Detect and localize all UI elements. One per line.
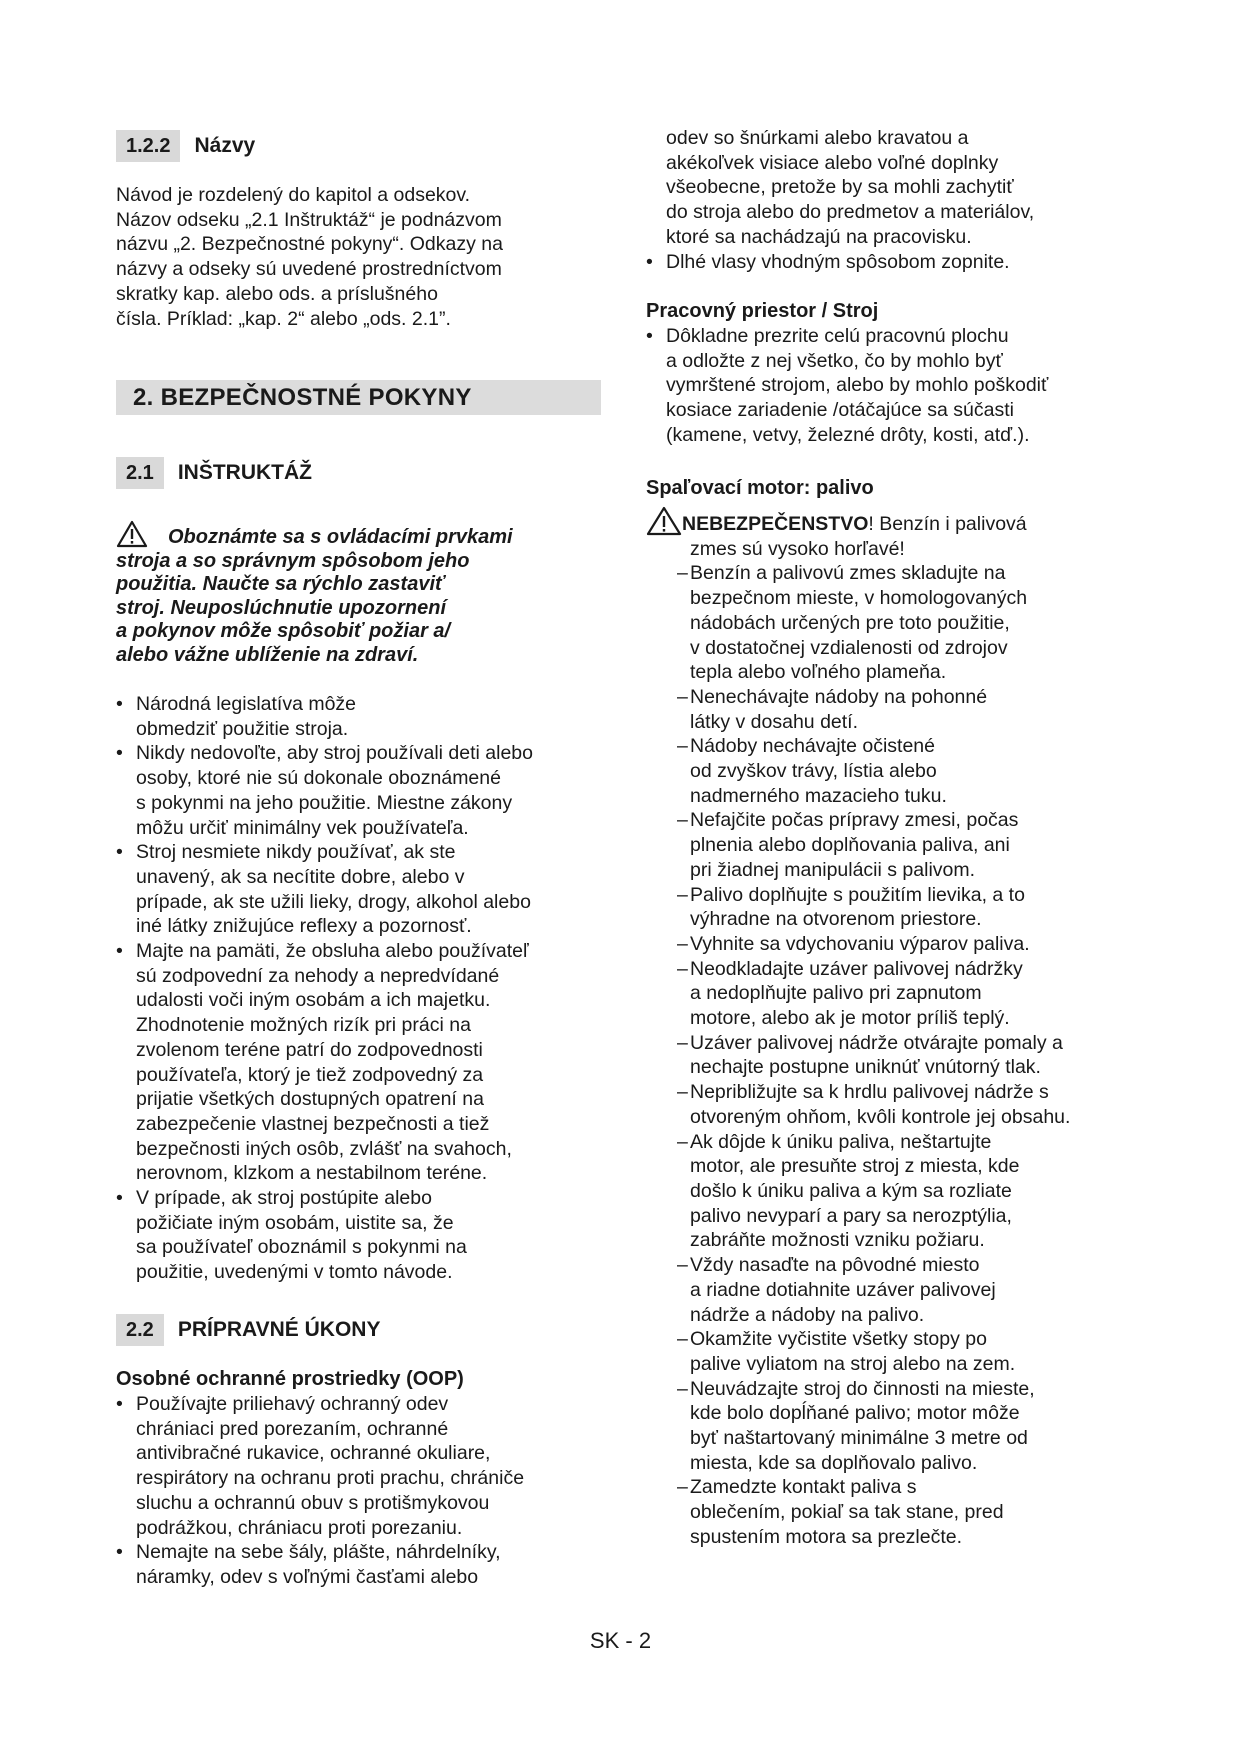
list-item: – Nefajčite počas prípravy zmesi, počas plnenia alebo doplňovania paliva, ani pri žiadnej manipulácii s palivom.	[677, 809, 1019, 881]
list-item: – Vyhnite sa vdychovaniu výparov paliva.	[677, 932, 1030, 955]
danger-triangle-icon	[646, 506, 682, 536]
text-line: Návod je rozdelený do kapitol a odsekov.	[116, 184, 471, 206]
section-2-1-heading	[116, 457, 312, 489]
intro-paragraph	[116, 183, 503, 331]
list-item: – Nádoby nechávajte očistené od zvyškov trávy, lístia alebo nadmerného mazacieho tuku.	[677, 735, 947, 807]
section-number: 1.2.2	[116, 130, 180, 162]
danger-text: ! Benzín i palivová	[868, 513, 1027, 535]
section-1-2-2-heading	[116, 130, 255, 162]
warning-line: stroj. Neuposlúchnutie upozornení	[116, 596, 446, 619]
list-item: • Majte na pamäti, že obsluha alebo používateľ sú zodpovední za nehody a nepredvídané udalosti voči iným osobám a ich majetku. Zhodnotenie možných rizík pri práci na zvolenom teréne patrí do zodpovednosti používateľa, ktorý je tiež zodpovedný za prijatie všetkých dostupných opatrení na zabezpečenie vlastnej bezpečnosti a tiež bezpečnosti iných osôb, zvlášť na svahoch, nerovnom, klzkom a nestabilnom teréne.	[116, 939, 533, 1186]
text-line: všeobecne, pretože by sa mohli zachytiť	[666, 176, 1014, 199]
warning-triangle-icon	[116, 520, 148, 548]
warning-line: použitia. Naučte sa rýchlo zastaviť	[116, 573, 445, 596]
list-item: – Ak dôjde k úniku paliva, neštartujte motor, ale presuňte stroj z miesta, kde došlo k úniku paliva a kým sa rozliate palivo nevyparí a pary sa nerozptýlia, zabráňte možnosti vzniku požiaru.	[677, 1130, 1020, 1252]
list-item: – Nenechávajte nádoby na pohonné látky v dosahu detí.	[677, 685, 988, 733]
list-item: – Neodkladajte uzáver palivovej nádržky a nedoplňujte palivo pri zapnutom motore, alebo ak je motor príliš teplý.	[677, 957, 1023, 1030]
continued-paragraph	[666, 126, 1034, 250]
list-item: • Nemajte na sebe šály, plášte, náhrdelníky, náramky, odev s voľnými časťami alebo	[116, 1540, 524, 1589]
workspace-subheading: Pracovný priestor / Stroj	[646, 300, 879, 322]
warning-line: a pokynov môže spôsobiť požiar a/	[116, 620, 451, 643]
section-title: Názvy	[194, 134, 256, 157]
fuel-dash-list	[646, 561, 1070, 1549]
list-item: – Palivo doplňujte s použitím lievika, a to výhradne na otvorenom priestore.	[677, 883, 1025, 931]
warning-line: alebo vážne ublíženie na zdraví.	[116, 643, 419, 666]
text-line: názvy a odseky sú uvedené prostredníctvom	[116, 258, 502, 281]
danger-label: NEBEZPEČENSTVO	[682, 513, 869, 535]
list-item: • Stroj nesmiete nikdy používať, ak ste unavený, ak sa necítite dobre, alebo v prípade, ak ste užili lieky, drogy, alkohol alebo iné látky znižujúce reflexy a pozornosť.	[116, 840, 533, 939]
warning-paragraph	[116, 520, 513, 668]
list-item: – Neuvádzajte stroj do činnosti na mieste, kde bolo dopĺňané palivo; motor môže byť naštartovaný minimálne 3 metre od miesta, kde sa doplňovalo palivo.	[677, 1377, 1035, 1474]
list-item: • V prípade, ak stroj postúpite alebo požičiate iným osobám, uistite sa, že sa používateľ oboznámil s pokynmi na použitie, uvedenými v tomto návode.	[116, 1186, 533, 1285]
text-line: akékoľvek visiace alebo voľné doplnky	[666, 151, 999, 174]
list-item: – Nepribližujte sa k hrdlu palivovej nádrže s otvoreným ohňom, kvôli kontrole jej obsahu.	[677, 1081, 1071, 1128]
warning-line: Oboznámte sa s ovládacími prvkami	[168, 526, 513, 548]
section-number: 2.2	[116, 1314, 164, 1346]
text-line: odev so šnúrkami alebo kravatou a	[666, 127, 969, 149]
instruction-bullet-list	[116, 692, 533, 1285]
list-item: • Používajte priliehavý ochranný odev chrániaci pred porezaním, ochranné antivibračné rukavice, ochranné okuliare, respirátory na ochranu proti prachu, chrániče sluchu a ochrannú obuv s protišmykovou podrážkou, chrániacu proti porezaniu.	[116, 1392, 524, 1540]
list-item: – Benzín a palivovú zmes skladujte na bezpečnom mieste, v homologovaných nádobách určených pre toto použitie, v dostatočnej vzdialenosti od zdrojov tepla alebo voľného plameňa.	[677, 562, 1028, 684]
list-item: – Okamžite vyčistite všetky stopy po palive vyliatom na stroj alebo na zem.	[677, 1328, 1016, 1375]
page-number: SK - 2	[589, 1628, 652, 1653]
text-line: názvu „2. Bezpečnostné pokyny“. Odkazy na	[116, 233, 503, 256]
list-item: • Dlhé vlasy vhodným spôsobom zopnite.	[646, 250, 1010, 275]
text-line: čísla. Príklad: „kap. 2“ alebo „ods. 2.1”.	[116, 307, 451, 330]
list-item: • Nikdy nedovoľte, aby stroj používali deti alebo osoby, ktoré nie sú dokonale oboznámené s pokynmi na jeho použitie. Miestne zákony môžu určiť minimálny vek používateľa.	[116, 741, 533, 840]
danger-text-line2: zmes sú vysoko horľavé!	[690, 537, 905, 560]
fuel-subheading: Spaľovací motor: palivo	[646, 477, 874, 499]
list-item: – Zamedzte kontakt paliva s oblečením, pokiaľ sa tak stane, pred spustením motora sa prezlečte.	[677, 1476, 1004, 1548]
list-item: • Dôkladne prezrite celú pracovnú plochu a odložte z nej všetko, čo by mohlo byť vymrštené strojom, alebo by mohlo poškodiť kosiace zariadenie /otáčajúce sa súčasti (kamene, vetvy, železné drôty, kosti, atď.).	[646, 324, 1048, 448]
text-line: skratky kap. alebo ods. a príslušného	[116, 282, 438, 305]
text-line: ktoré sa nachádzajú na pracovisku.	[666, 225, 972, 248]
warning-line: stroja a so správnym spôsobom jeho	[116, 549, 470, 572]
section-title: INŠTRUKTÁŽ	[177, 461, 312, 484]
text-line: Názov odseku „2.1 Inštruktáž“ je podnázvom	[116, 208, 502, 231]
workspace-bullet-list	[646, 324, 1048, 448]
text-line: do stroja alebo do predmetov a materiálov,	[666, 201, 1035, 224]
list-item: – Vždy nasaďte na pôvodné miesto a riadne dotiahnite uzáver palivovej nádrže a nádoby na palivo.	[677, 1254, 996, 1326]
list-item: – Uzáver palivovej nádrže otvárajte pomaly a nechajte postupne uniknúť vnútorný tlak.	[677, 1031, 1063, 1079]
oop-subheading: Osobné ochranné prostriedky (OOP)	[116, 1368, 464, 1390]
section-number: 2.1	[116, 457, 164, 489]
list-item: • Národná legislatíva môže obmedziť použitie stroja.	[116, 692, 533, 741]
hair-bullet	[646, 250, 1010, 275]
section-2-2-heading	[116, 1314, 380, 1346]
danger-block	[646, 506, 1070, 1550]
chapter-2-heading: 2. BEZPEČNOSTNÉ POKYNY	[116, 380, 601, 415]
section-title: PRÍPRAVNÉ ÚKONY	[177, 1318, 381, 1341]
oop-bullet-list	[116, 1392, 524, 1590]
